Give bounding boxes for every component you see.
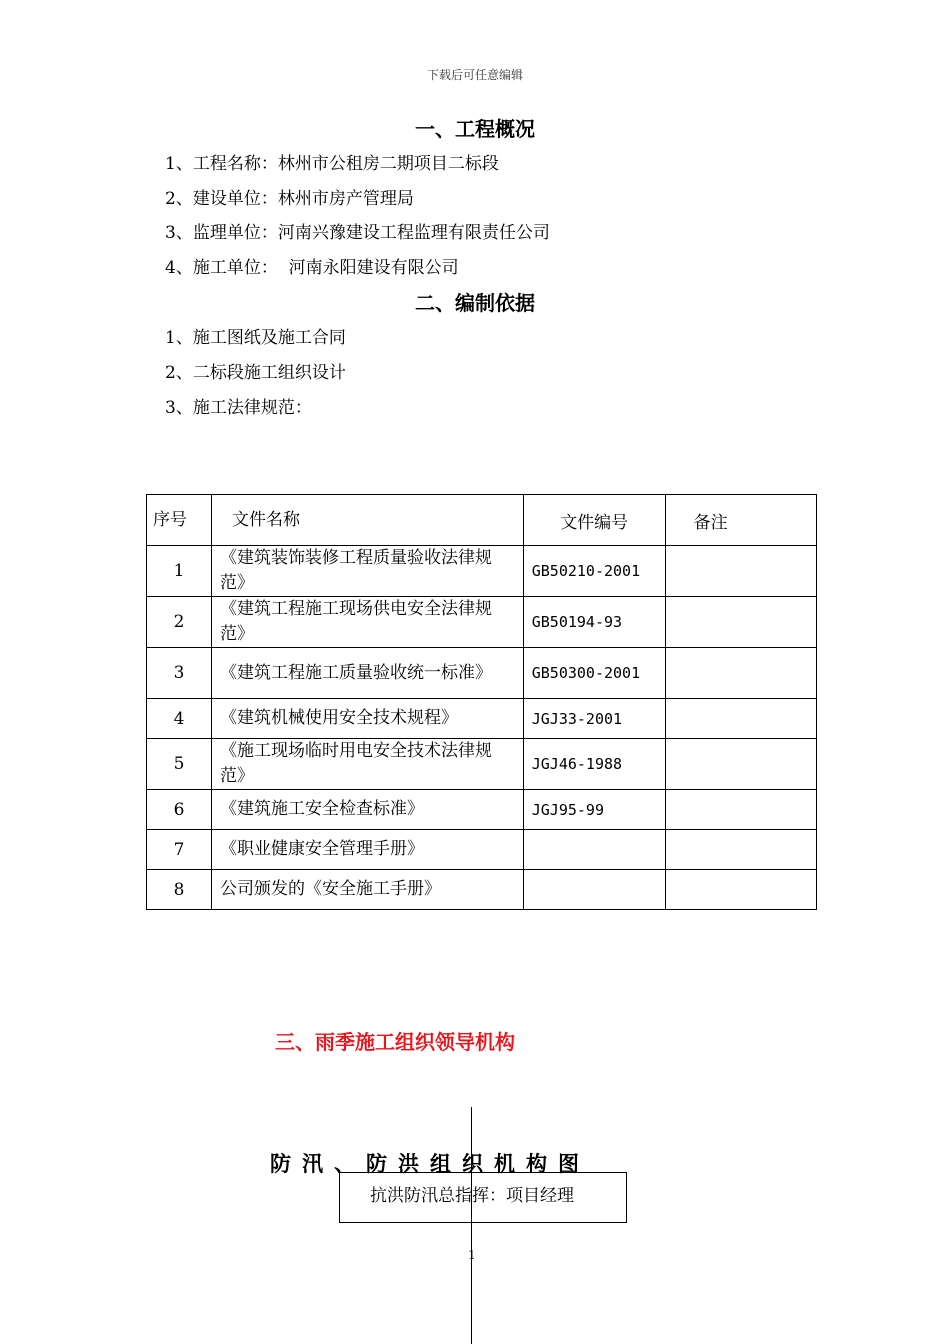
row-note: [665, 546, 816, 597]
table-header-row: [147, 495, 817, 546]
row-name: 《建筑工程施工现场供电安全法律规范》: [211, 597, 523, 648]
row-note: [665, 739, 816, 790]
table-row: [147, 546, 817, 597]
row-code: [523, 830, 665, 870]
overview-item-2: 2、建设单位：林州市房产管理局: [165, 189, 414, 209]
row-num: 5: [147, 739, 212, 790]
row-note: [665, 648, 816, 699]
row-name: 公司颁发的《安全施工手册》: [211, 870, 523, 910]
row-code: JGJ46-1988: [523, 739, 665, 790]
row-name: 《建筑机械使用安全技术规程》: [211, 699, 523, 739]
row-name: 《施工现场临时用电安全技术法律规范》: [211, 739, 523, 790]
basis-item-2: 2、二标段施工组织设计: [165, 363, 346, 383]
row-num: 4: [147, 699, 212, 739]
row-code: JGJ33-2001: [523, 699, 665, 739]
row-name: 《建筑装饰装修工程质量验收法律规范》: [211, 546, 523, 597]
row-code: JGJ95-99: [523, 790, 665, 830]
org-chart-title: 防汛、防洪组织机构图: [270, 1152, 590, 1176]
row-num: 2: [147, 597, 212, 648]
table-row: [147, 830, 817, 870]
overview-item-1: 1、工程名称：林州市公租房二期项目二标段: [165, 154, 499, 174]
row-code: GB50300-2001: [523, 648, 665, 699]
row-num: 3: [147, 648, 212, 699]
row-code: [523, 870, 665, 910]
header-note-col: 备注: [665, 495, 816, 546]
row-note: [665, 790, 816, 830]
row-note: [665, 699, 816, 739]
overview-item-3: 3、监理单位：河南兴豫建设工程监理有限责任公司: [165, 223, 550, 243]
table-row: [147, 699, 817, 739]
row-num: 8: [147, 870, 212, 910]
row-num: 6: [147, 790, 212, 830]
table-row: [147, 597, 817, 648]
org-top-box: [339, 1172, 627, 1223]
row-code: GB50194-93: [523, 597, 665, 648]
section-title-overview: 一、工程概况: [415, 117, 535, 141]
page-number: 1: [468, 1248, 476, 1262]
section-title-org: 三、雨季施工组织领导机构: [275, 1030, 515, 1054]
header-name: 文件名称: [211, 495, 523, 546]
header-note: 下载后可任意编辑: [426, 68, 523, 82]
row-num: 1: [147, 546, 212, 597]
row-note: [665, 870, 816, 910]
org-top-box-label: 抗洪防汛总指挥：项目经理: [370, 1186, 574, 1206]
row-name: 《建筑施工安全检查标准》: [211, 790, 523, 830]
overview-item-4: 4、施工单位： 河南永阳建设有限公司: [165, 258, 459, 278]
regulations-table: [146, 494, 817, 910]
basis-item-3: 3、施工法律规范：: [165, 398, 312, 418]
table-row: [147, 870, 817, 910]
row-note: [665, 597, 816, 648]
row-name: 《职业健康安全管理手册》: [211, 830, 523, 870]
header-num: 序号: [147, 495, 212, 546]
row-num: 7: [147, 830, 212, 870]
section-title-basis: 二、编制依据: [415, 291, 535, 315]
header-code: 文件编号: [523, 495, 665, 546]
basis-item-1: 1、施工图纸及施工合同: [165, 328, 346, 348]
row-code: GB50210-2001: [523, 546, 665, 597]
table-row: [147, 648, 817, 699]
org-connector-line: [471, 1107, 472, 1344]
table-row: [147, 790, 817, 830]
row-note: [665, 830, 816, 870]
table-row: [147, 739, 817, 790]
row-name: 《建筑工程施工质量验收统一标准》: [211, 648, 523, 699]
